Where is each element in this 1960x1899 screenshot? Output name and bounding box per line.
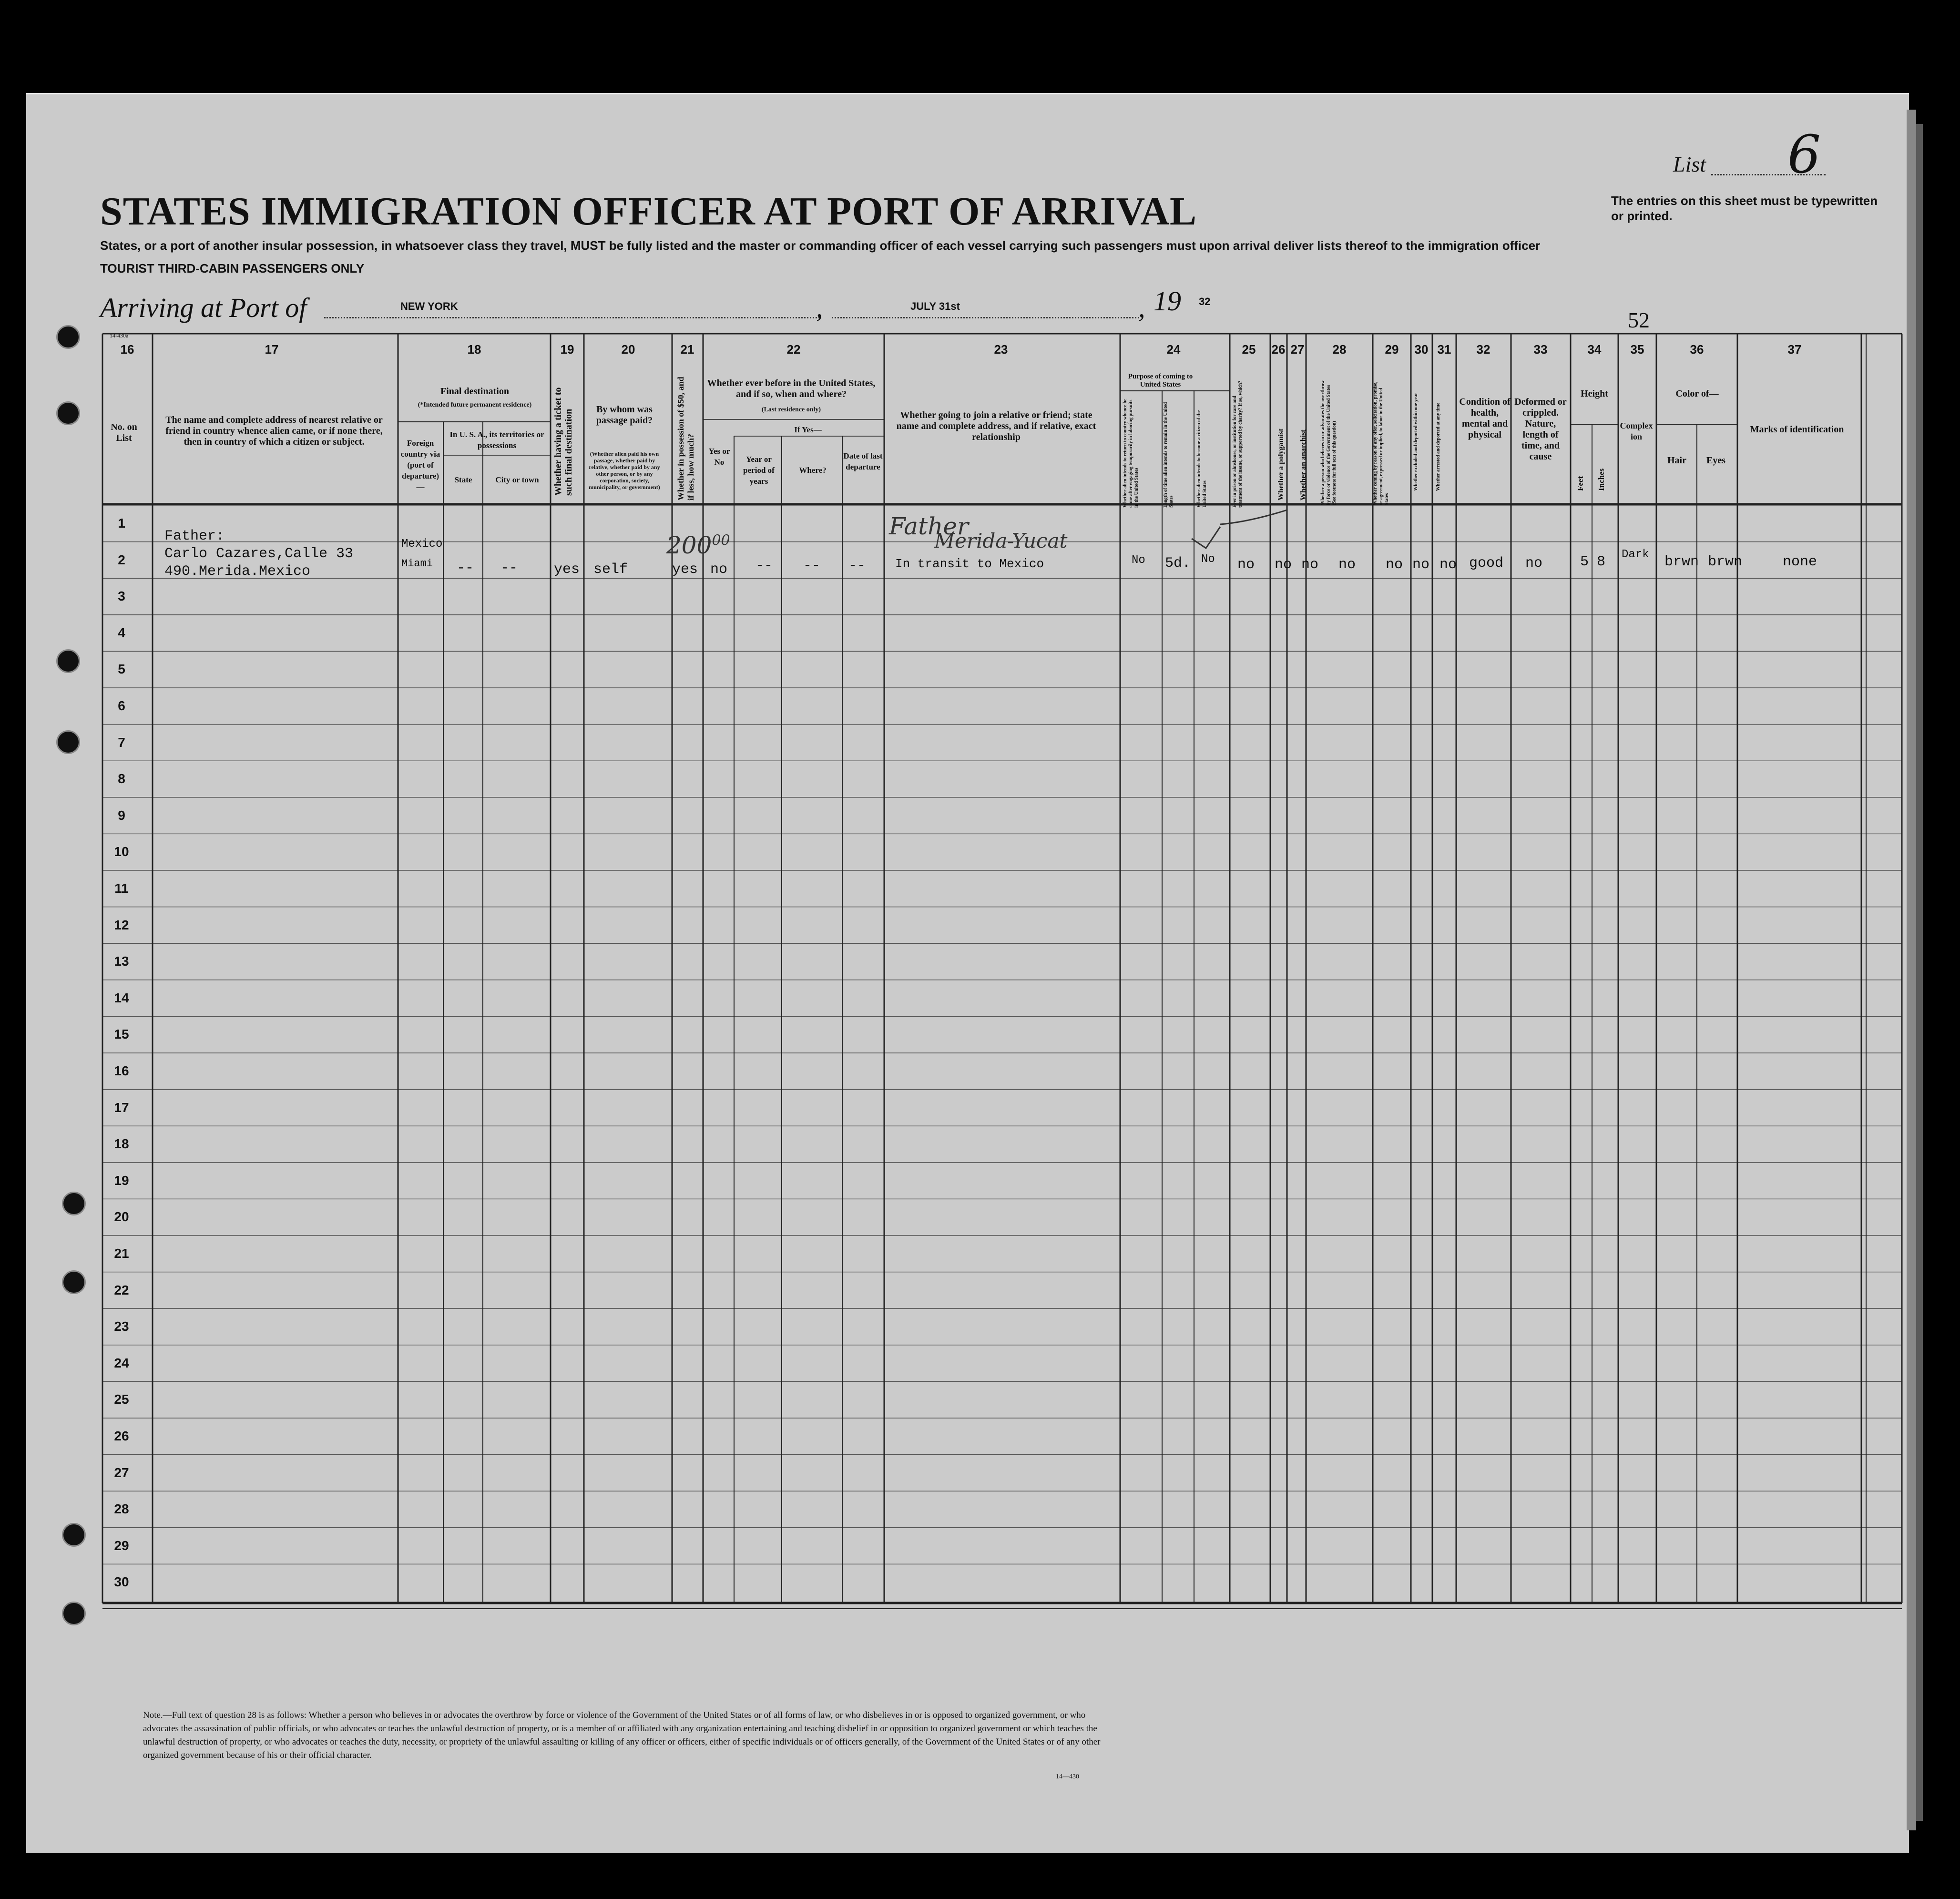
column-number: 31 xyxy=(1437,342,1451,357)
entry-purpose-b: 5d. xyxy=(1165,555,1191,572)
row-number: 24 xyxy=(114,1355,129,1370)
hdr-prison: Ever in prison or almshouse, or institution for care and treatment of the insane, or supported by charity? If so, which? xyxy=(1232,380,1243,508)
hdr-purpose-b: Length of time alien intends to remain in the United States xyxy=(1163,402,1174,508)
column-number: 27 xyxy=(1290,342,1305,357)
row-number: 8 xyxy=(118,771,125,786)
row-number: 30 xyxy=(114,1574,129,1590)
row-number: 11 xyxy=(114,881,129,896)
list-label: List xyxy=(1673,152,1706,176)
column-number: 37 xyxy=(1787,342,1802,357)
hdr-where: Where? xyxy=(799,466,827,475)
handwritten-mark xyxy=(1192,510,1287,548)
hdr-join-relative: Whether going to join a relative or friend; state name and complete address, and if relative, exact relationship xyxy=(896,410,1096,442)
column-number: 21 xyxy=(680,342,694,357)
column-number: 23 xyxy=(994,342,1008,357)
entry-eyes: brwn xyxy=(1708,554,1743,570)
hdr-excluded: Whether excluded and deported within one year xyxy=(1413,393,1419,491)
column-number: 28 xyxy=(1332,342,1347,357)
row-number: 26 xyxy=(114,1429,129,1443)
column-number: 20 xyxy=(621,342,635,357)
entry-date-last: -- xyxy=(848,558,866,574)
hdr-q29: Whether coming by reason of any offer, solicitation, promise, or agreement, expressed or implied, to labor in the United States xyxy=(1373,381,1389,505)
hdr-q28: Whether a person who believes in or advocates the overthrow by force or violence of the Government of the United States (See footnote for full text of this question) xyxy=(1320,380,1337,505)
row-number: 22 xyxy=(114,1282,129,1297)
hdr-deformed: Deformed or crippled. Nature, length of time, and cause xyxy=(1514,397,1567,462)
entry-via-port: Miami xyxy=(401,558,433,570)
row-number: 21 xyxy=(114,1246,129,1261)
hdr-marks: Marks of identification xyxy=(1750,424,1844,435)
hdr-inches: Inches xyxy=(1597,468,1606,491)
column-number: 30 xyxy=(1414,342,1429,357)
hdr-passage-note: (Whether alien paid his own passage, whether paid by relative, whether paid by any other person, or by any corporation, society, municipality, or government) xyxy=(589,450,660,490)
hdr-year-period: Year or period of years xyxy=(743,455,775,486)
entry-money-cents: 00 xyxy=(712,532,730,549)
hdr-purpose: Purpose of coming to United States xyxy=(1128,373,1193,388)
row-number: 27 xyxy=(114,1465,129,1480)
comma-2: , xyxy=(1138,292,1145,323)
port-value: NEW YORK xyxy=(400,300,458,312)
column-number: 16 xyxy=(120,342,134,357)
list-number: 6 xyxy=(1787,124,1821,185)
hdr-before-us: Whether ever before in the United States, and if so, when and where? xyxy=(707,378,876,399)
entry-relative-address: 490.Merida.Mexico xyxy=(164,563,311,580)
hdr-foreign-country: Foreign country via (port of departure)— xyxy=(400,439,440,491)
column-number: 18 xyxy=(467,342,481,357)
entry-anarchist: no xyxy=(1301,557,1319,573)
row-number: 14 xyxy=(114,990,129,1005)
entry-passage: self xyxy=(593,562,628,578)
column-number: 32 xyxy=(1476,342,1490,357)
form-subtitle: States, or a port of another insular possession, in whatsoever class they travel, MUST be fully listed and the master or commanding officer of each vessel carrying such passengers must upon arrival deliver lists thereof to the immigration officer xyxy=(100,238,1541,253)
hdr-if-yes: If Yes— xyxy=(794,425,822,434)
hdr-health: Condition of health, mental and physical xyxy=(1459,397,1511,440)
row-number: 19 xyxy=(114,1173,129,1188)
hdr-final-destination-note: (*Intended future permanent residence) xyxy=(418,401,532,408)
sheet-number: 52 xyxy=(1628,308,1650,332)
hdr-no-on-list: No. on List xyxy=(111,422,137,443)
hdr-passage: By whom was passage paid? xyxy=(596,404,653,426)
column-number: 29 xyxy=(1385,342,1399,357)
arriving-label: Arriving at Port of xyxy=(100,292,307,323)
entry-excluded: no xyxy=(1412,557,1430,573)
row-number: 10 xyxy=(114,844,129,859)
entry-money-hand xyxy=(666,531,730,559)
hdr-feet: Feet xyxy=(1576,476,1585,491)
hdr-date-last: Date of last departure xyxy=(843,451,883,471)
column-number: 33 xyxy=(1533,342,1548,357)
hdr-purpose-a: Whether alien intends to return to country whence he came after engaging temporarily in laboring pursuits in the United States xyxy=(1123,398,1139,508)
entry-q28: no xyxy=(1338,557,1356,573)
row-number: 3 xyxy=(118,589,125,604)
entry-arrested: no xyxy=(1439,557,1457,573)
hdr-money: Whether in possession of $50, and if less, how much? xyxy=(676,377,695,500)
hdr-anarchist: Whether an anarchist xyxy=(1299,429,1307,500)
entry-city: -- xyxy=(500,560,518,576)
row-number: 17 xyxy=(114,1100,129,1115)
instructions: The entries on this sheet must be typewritten or printed. xyxy=(1611,194,1878,223)
hdr-purpose-c: Whether alien intends to become a citizen of the United States xyxy=(1196,410,1207,508)
row-number: 18 xyxy=(114,1136,129,1152)
entry-ticket: yes xyxy=(554,562,580,578)
entry-year-period: -- xyxy=(755,558,773,574)
year-prefix: 19 xyxy=(1154,286,1181,316)
entry-state: -- xyxy=(457,560,474,576)
entry-money: yes xyxy=(672,562,698,578)
row-number: 5 xyxy=(118,662,125,677)
row-number: 28 xyxy=(114,1501,129,1517)
entry-relative-label: Father: xyxy=(164,528,225,544)
row-number: 4 xyxy=(118,625,125,640)
hdr-color-of: Color of— xyxy=(1675,388,1719,399)
column-number: 34 xyxy=(1587,342,1602,357)
entry-money-amount: 200 xyxy=(666,531,712,559)
footer-code: 14—430 xyxy=(1056,1773,1079,1780)
entry-polygamist: no xyxy=(1275,557,1292,573)
entry-hair: brwn xyxy=(1664,554,1699,570)
entry-q29: no xyxy=(1386,557,1403,573)
column-number: 24 xyxy=(1166,342,1181,357)
column-number: 36 xyxy=(1690,342,1704,357)
column-number: 22 xyxy=(786,342,801,357)
form-code: 14-430a xyxy=(110,332,129,339)
hdr-hair: Hair xyxy=(1667,455,1686,466)
row-number: 9 xyxy=(118,807,125,823)
entry-join-hand-1: Father xyxy=(889,512,969,540)
hdr-height: Height xyxy=(1581,388,1608,399)
row-number: 20 xyxy=(114,1209,129,1225)
row-number: 6 xyxy=(118,698,125,713)
entry-complexion: Dark xyxy=(1622,548,1649,561)
entry-relative-name: Carlo Cazares,Calle 33 xyxy=(164,546,354,562)
entry-marks: none xyxy=(1783,554,1817,570)
hdr-last-residence: (Last residence only) xyxy=(761,406,821,413)
hdr-ticket: Whether having a ticket to such final destination xyxy=(553,387,574,496)
hdr-in-usa: In U. S. A., its territories or possessions xyxy=(449,430,544,450)
entry-inches: 8 xyxy=(1597,554,1606,570)
entry-where: -- xyxy=(803,558,821,574)
column-number: 25 xyxy=(1242,342,1256,357)
row-number: 1 xyxy=(118,516,125,531)
hdr-relative: The name and complete address of nearest relative or friend in country whence alien came, or if none there, then in country of which a citizen or subject. xyxy=(165,415,383,447)
entry-prison: no xyxy=(1237,557,1255,573)
row-number: 15 xyxy=(114,1027,129,1042)
hdr-city: City or town xyxy=(495,475,539,484)
row-number: 23 xyxy=(114,1319,129,1334)
entry-before-us: no xyxy=(710,562,728,578)
entry-feet: 5 xyxy=(1580,554,1589,570)
row-number: 16 xyxy=(114,1063,129,1078)
footnote: Note.—Full text of question 28 is as follows: Whether a person who believes in or advocates the overthrow by force or violence of the Government of the United States or of all forms of law, or who disbelieves in or is opposed to organized government, or who advocates the assassination of public officials, or who advocates or teaches the unlawful destruction of property, or is a member of or affiliated with any organization entertaining and teaching disbelief in or opposition to organized government or which teaches the unlawful destruction of property, or who advocates or teaches the duty, necessity, or propriety of the unlawful assaulting or killing of any officer or officers, either of specific individuals or of officers generally, of the Government of the United States or of any other organized government because of his or their official character. xyxy=(143,1710,1101,1760)
entry-purpose-a: No xyxy=(1132,554,1145,567)
column-number: 26 xyxy=(1271,342,1286,357)
entry-health: good xyxy=(1469,555,1504,572)
hdr-arrested: Whether arrested and deported at any time xyxy=(1436,402,1441,491)
hdr-polygamist: Whether a polygamist xyxy=(1277,429,1285,500)
comma-1: , xyxy=(816,292,823,323)
entry-deformed: no xyxy=(1525,555,1543,572)
entry-purpose-c: No xyxy=(1201,553,1215,566)
hdr-state: State xyxy=(454,475,472,484)
form-title: STATES IMMIGRATION OFFICER AT PORT OF ARRIVAL xyxy=(100,189,1197,234)
hdr-complexion: Complexion xyxy=(1620,421,1653,441)
column-number: 19 xyxy=(560,342,574,357)
row-number: 29 xyxy=(114,1538,129,1553)
date-value: JULY 31st xyxy=(910,300,960,312)
row-number: 2 xyxy=(118,552,125,567)
hdr-final-destination: Final destination xyxy=(440,386,509,397)
column-number: 17 xyxy=(265,342,279,357)
year-suffix: 32 xyxy=(1199,296,1211,307)
hdr-yes-no: Yes or No xyxy=(708,447,730,467)
entry-join-hand-2: Merida-Yucat xyxy=(934,529,1068,552)
entry-join-typed: In transit to Mexico xyxy=(895,557,1044,571)
row-number: 7 xyxy=(118,735,125,750)
column-number: 35 xyxy=(1630,342,1644,357)
hdr-eyes: Eyes xyxy=(1706,455,1725,466)
row-number: 25 xyxy=(114,1392,129,1407)
row-number: 12 xyxy=(114,917,129,932)
entry-foreign-country: Mexico xyxy=(401,538,443,551)
passenger-class: TOURIST THIRD-CABIN PASSENGERS ONLY xyxy=(100,261,365,276)
row-number: 13 xyxy=(114,954,129,969)
